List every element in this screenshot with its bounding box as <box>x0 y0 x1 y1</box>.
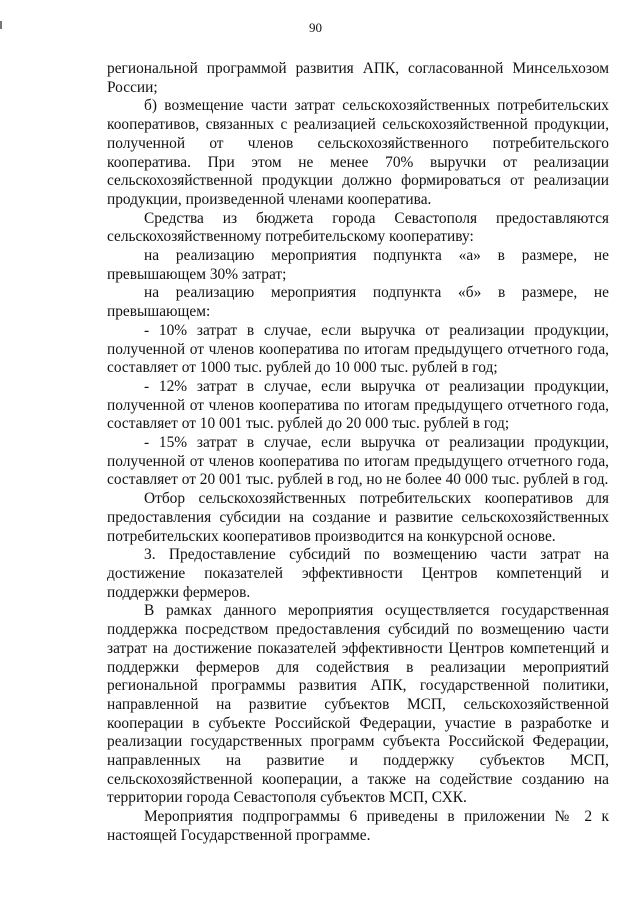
section-heading: 3. Предоставление субсидий по возмещению части затрат на достижение показателей эффективности Центров компетенций и поддержки фермеров. <box>107 546 609 601</box>
paragraph: б) возмещение части затрат сельскохозяйственных потребительских кооперативов, связанных с реализацией сельскохозяйственной продукции, полученной от членов сельскохозяйственного потребительского кооператива. При этом не менее 70% выручки от реализации сельскохозяйственной продукции должно формироваться от реализации продукции, произведенной членами кооператива. <box>107 97 609 208</box>
paragraph: В рамках данного мероприятия осуществляется государственная поддержка посредством предоставления субсидий по возмещению части затрат на достижение показателей эффективности Центров компетенций и поддержки фермеров для содействия в реализации мероприятий региональной программы развития АПК, государственной политики, направленной на развитие субъектов МСП, сельскохозяйственной кооперации в субъекте Российской Федерации, участие в разработке и реализации государственных программ субъекта Российской Федерации, направленных на развитие и поддержку субъектов МСП, сельскохозяйственной кооперации, а также на содействие созданию на территории города Севастополя субъектов МСП, СХК. <box>107 602 609 807</box>
paragraph: Отбор сельскохозяйственных потребительских кооперативов для предоставления субсидии на создание и развитие сельскохозяйственных потребительских кооперативов производится на конкурсной основе. <box>107 490 609 545</box>
paragraph: на реализацию мероприятия подпункта «б» в размере, не превышающем: <box>107 284 609 321</box>
paragraph: Мероприятия подпрограммы 6 приведены в приложении № 2 к настоящей Государственной программе. <box>107 808 609 844</box>
paragraph: Средства из бюджета города Севастополя предоставляются сельскохозяйственному потребительскому кооперативу: <box>107 209 609 246</box>
paragraph: на реализацию мероприятия подпункта «а» в размере, не превышающем 30% затрат; <box>107 247 609 283</box>
list-item: - 10% затрат в случае, если выручка от реализации продукции, полученной от членов кооператива по итогам предыдущего отчетного года, составляет от 1000 тыс. рублей до 10 000 тыс. рублей в год; <box>107 321 609 377</box>
list-item: - 15% затрат в случае, если выручка от реализации продукции, полученной от членов кооператива по итогам предыдущего отчетного года, составляет от 20 001 тыс. рублей в год, но не более 40 000 тыс. рублей в год. <box>107 434 609 489</box>
list-item: - 12% затрат в случае, если выручка от реализации продукции, полученной от членов кооператива по итогам предыдущего отчетного года, составляет от 10 001 тыс. рублей до 20 000 тыс. рублей в год; <box>107 377 609 433</box>
document-body <box>107 60 609 846</box>
paragraph: региональной программой развития АПК, согласованной Минсельхозом России; <box>107 60 609 96</box>
page-number: 90 <box>309 20 322 35</box>
